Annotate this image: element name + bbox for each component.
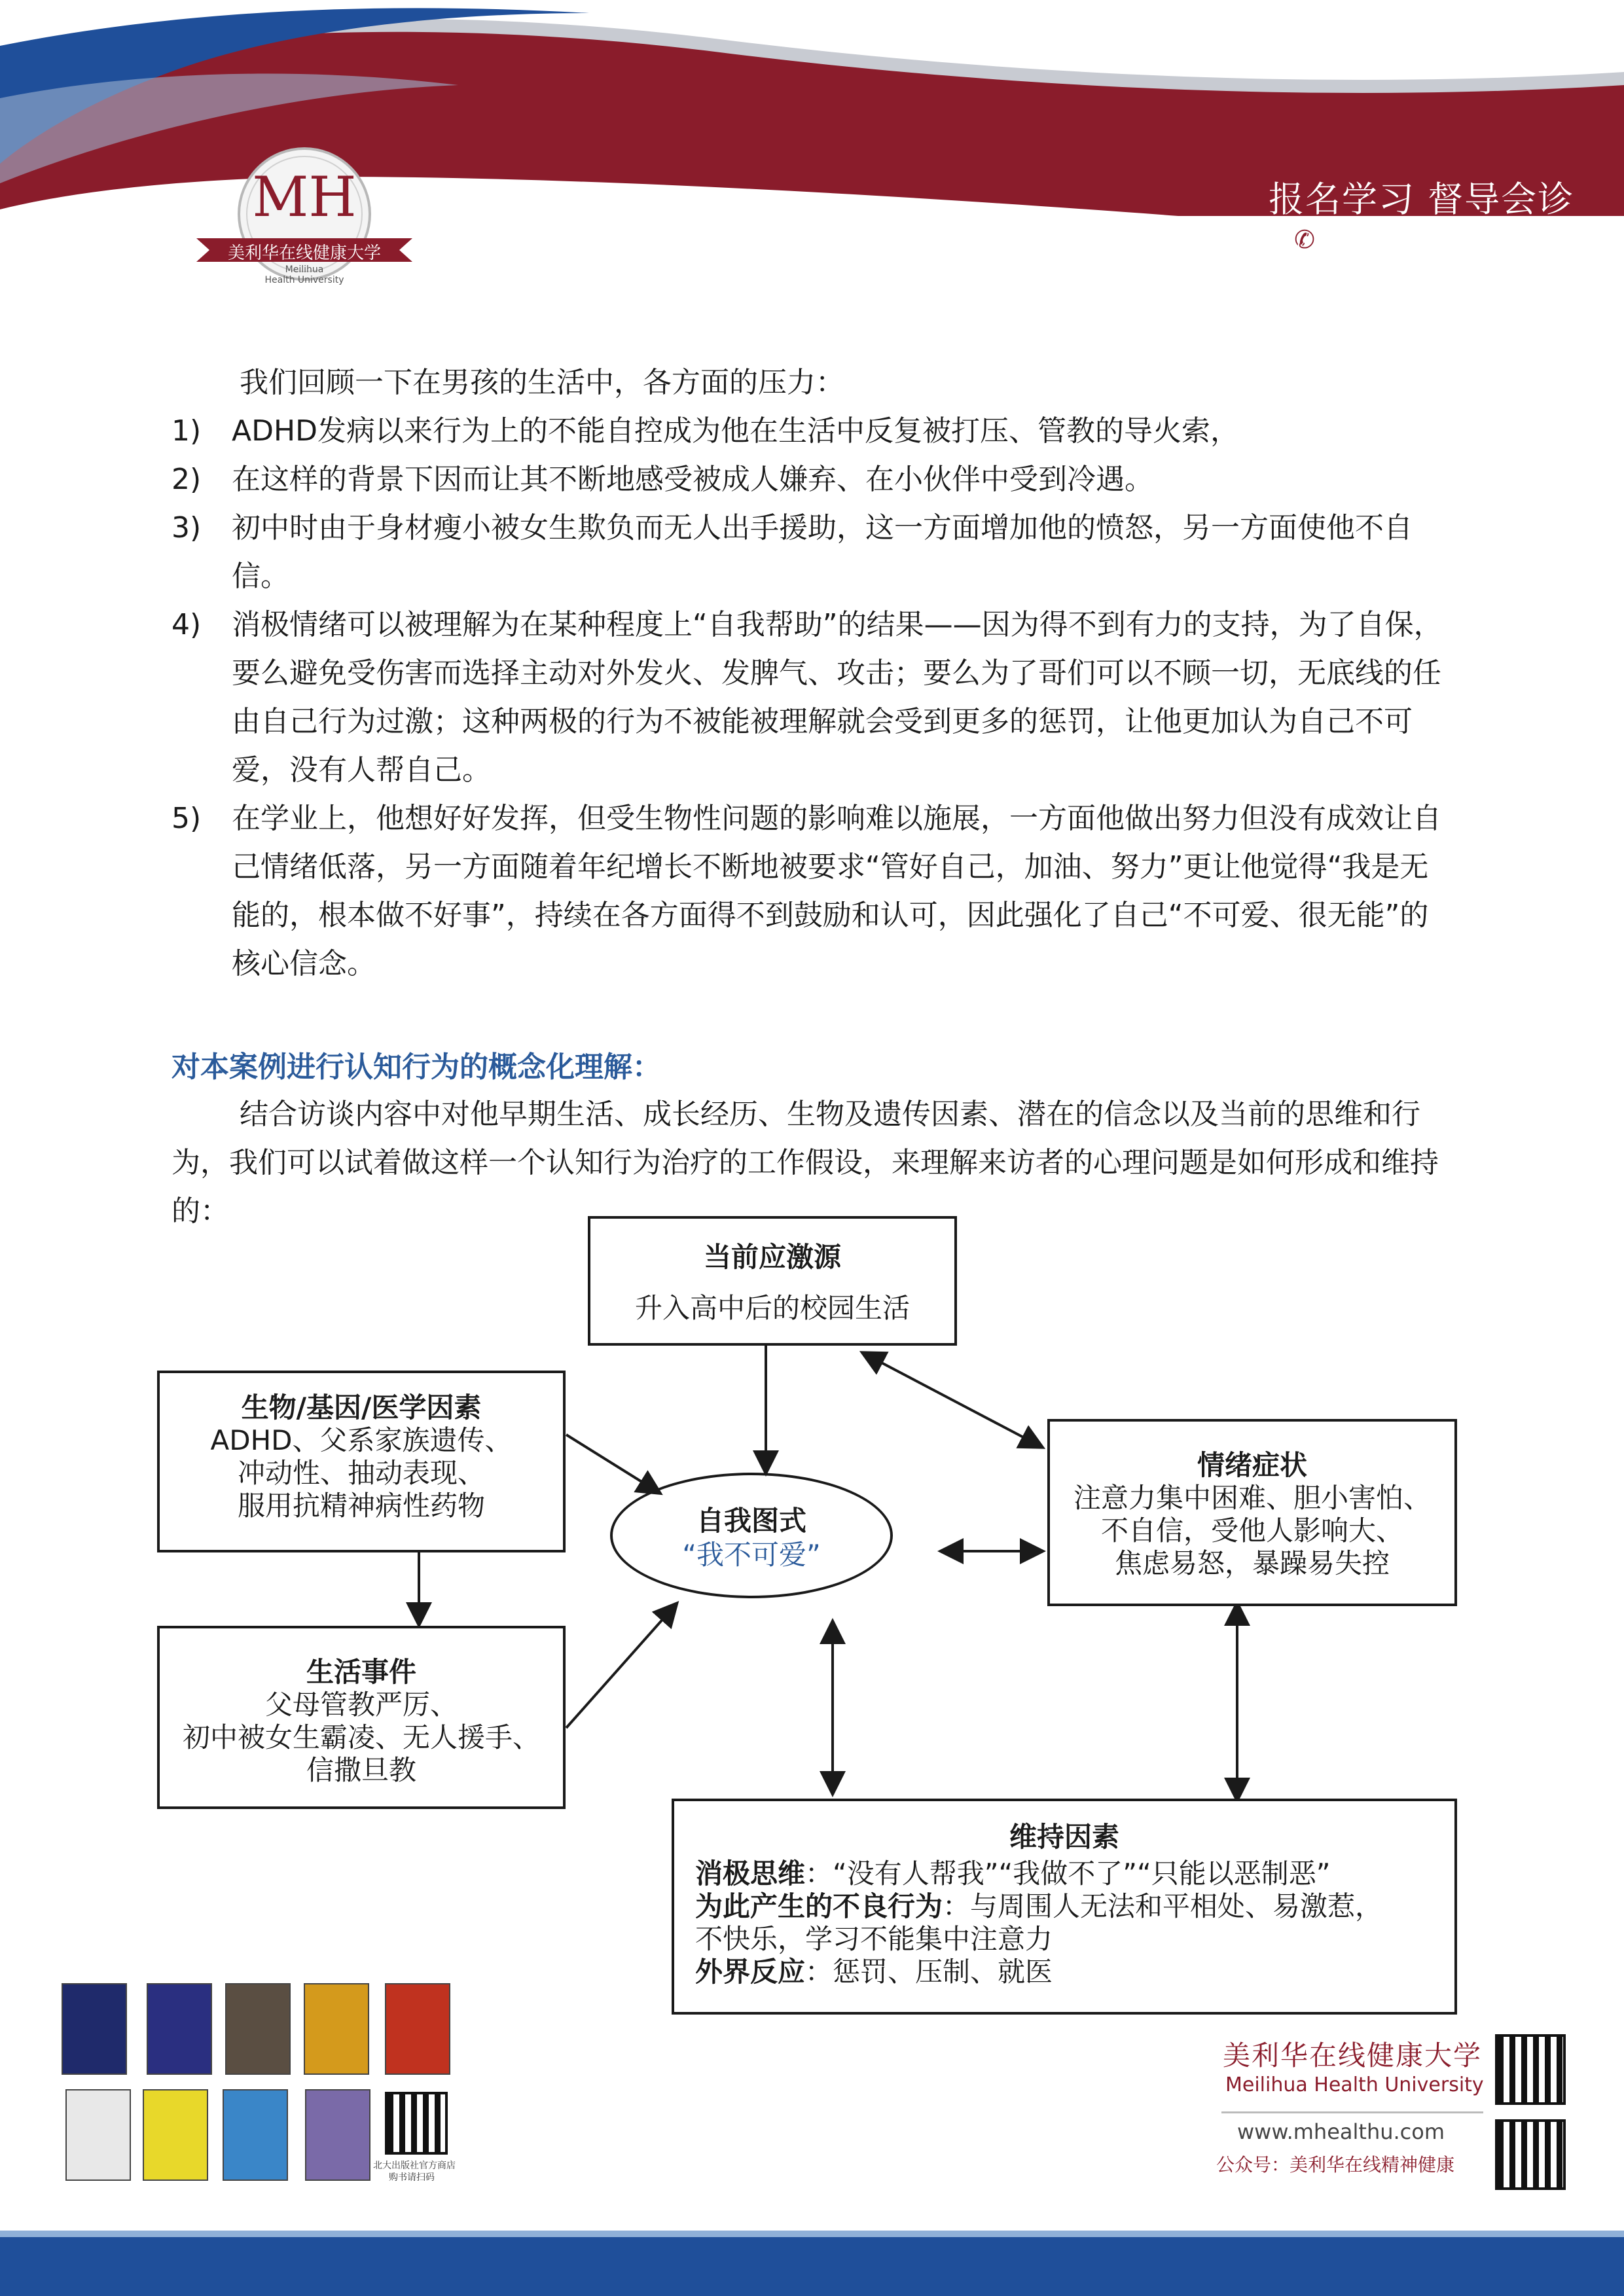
header-slogan: 报名学习 督导会诊 [1269, 179, 1575, 220]
emotion-box [1047, 1419, 1457, 1606]
logo-cn: 美利华在线健康大学 [227, 243, 381, 263]
life-line: 信撒旦教 [306, 1754, 416, 1786]
arrow-trigger-emotion [864, 1354, 1041, 1446]
intro-text: 我们回顾一下在男孩的生活中，各方面的压力： [240, 366, 844, 399]
footer-stripe [0, 2231, 1624, 2237]
footer-brand-en: Meilihua Health University [1225, 2073, 1484, 2096]
qr-code-icon [1495, 2119, 1566, 2190]
trigger-text: 升入高中后的校园生活 [634, 1292, 910, 1324]
life-title: 生活事件 [306, 1656, 416, 1688]
emotion-line: 注意力集中困难、胆小害怕、 [1073, 1482, 1431, 1514]
bio-box [157, 1371, 566, 1552]
qr-code-icon [385, 2092, 448, 2155]
logo-letters: MH [252, 165, 357, 229]
trigger-title: 当前应激源 [703, 1241, 841, 1273]
bio-line: 冲动性、抽动表现、 [237, 1457, 485, 1489]
pressure-list [171, 407, 1454, 988]
list-item: 5) 在学业上，他想好好发挥，但受生物性问题的影响难以施展，一方面他做出努力但没有成效让自己情绪低落，另一方面随着年纪增长不断地被要求“管好自己，加油、努力”更让他觉得“我是无能的，根本做不好事”，持续在各方面得不到鼓励和认可，因此强化了自己“不可爱、很无能”的核心信念。 [171, 802, 1441, 980]
logo [196, 145, 412, 296]
maintain-line-neg: 消极思维：“没有人帮我”“我做不了”“只能以恶制恶” [695, 1857, 1331, 1890]
maintain-title: 维持因素 [1009, 1821, 1119, 1853]
list-item: 2) 在这样的背景下因而让其不断地感受被成人嫌弃、在小伙伴中受到冷遇。 [171, 463, 1153, 496]
maintain-line-behavior-2: 不快乐，学习不能集中注意力 [695, 1923, 1053, 1955]
life-line: 初中被女生霸凌、无人援手、 [182, 1721, 540, 1753]
header-phone: 4000-218-718 [1335, 219, 1604, 263]
book-cover [143, 2089, 208, 2181]
qr-code-icon [1495, 2034, 1566, 2105]
bio-line: 服用抗精神病性药物 [237, 1490, 485, 1522]
emotion-line: 不自信，受他人影响大、 [1100, 1515, 1403, 1547]
schema-ellipse [610, 1473, 893, 1598]
footer-website[interactable]: www.mhealthu.com [1237, 2119, 1445, 2144]
pressure-section [171, 359, 1454, 988]
footer-bar [0, 2237, 1624, 2296]
emotion-title: 情绪症状 [1197, 1449, 1307, 1481]
book-cover [305, 2089, 370, 2181]
phone-icon: ✆ [1286, 221, 1323, 258]
list-item: 3) 初中时由于身材瘦小被女生欺负而无人出手援助，这一方面增加他的愤怒，另一方面使他不自信。 [171, 511, 1413, 593]
list-item: 1) ADHD发病以来行为上的不能自控成为他在生活中反复被打压、管教的导火索， [171, 414, 1239, 448]
maintain-line-behavior: 为此产生的不良行为：与周围人无法和平相处、易激惹， [695, 1890, 1383, 1922]
arrow-life-schema [566, 1605, 676, 1728]
schema-text: “我不可爱” [682, 1539, 821, 1571]
book-cover [304, 1983, 369, 2075]
schema-title: 自我图式 [696, 1505, 806, 1537]
section-heading: 对本案例进行认知行为的概念化理解： [171, 1050, 661, 1084]
book-cover [65, 2089, 131, 2181]
arrow-bio-schema [566, 1435, 659, 1492]
footer-divider [1221, 2111, 1483, 2113]
shop-line-2: 购书请扫码 [389, 2172, 435, 2183]
book-cover [147, 1983, 212, 2075]
section-paragraph: 结合访谈内容中对他早期生活、成长经历、生物及遗传因素、潜在的信念以及当前的思维和行为，我们可以试着做这样一个认知行为治疗的工作假设，来理解来访者的心理问题是如何形成和维持的： [171, 1098, 1439, 1228]
footer-brand-cn: 美利华在线健康大学 [1223, 2039, 1483, 2072]
maintain-box [672, 1799, 1457, 2015]
emotion-line: 焦虑易怒，暴躁易失控 [1114, 1547, 1390, 1579]
book-cover [62, 1983, 127, 2075]
life-box [157, 1626, 566, 1809]
shop-line-1: 北大出版社官方商店 [373, 2161, 456, 2171]
list-item: 4) 消极情绪可以被理解为在某种程度上“自我帮助”的结果——因为得不到有力的支持，为了自保，要么避免受伤害而选择主动对外发火、发脾气、攻击；要么为了哥们可以不顾一切，无底线的任由自己行为过激；这种两极的行为不被能被理解就会受到更多的惩罚，让他更加认为自己不可爱，没有人帮自己。 [171, 608, 1443, 787]
book-cover [223, 2089, 288, 2181]
logo-en-2: Health University [264, 275, 344, 285]
maintain-line-external: 外界反应：惩罚、压制、就医 [695, 1956, 1053, 1988]
life-line: 父母管教严厉、 [264, 1689, 458, 1721]
book-cover [385, 1983, 450, 2075]
logo-en-1: Meilihua [285, 264, 324, 275]
footer-wechat: 公众号：美利华在线精神健康 [1216, 2154, 1455, 2176]
bio-line: ADHD、父系家族遗传、 [210, 1424, 513, 1456]
book-cover [225, 1983, 291, 2075]
bio-title: 生物/基因/医学因素 [241, 1391, 482, 1424]
trigger-box [588, 1216, 957, 1346]
